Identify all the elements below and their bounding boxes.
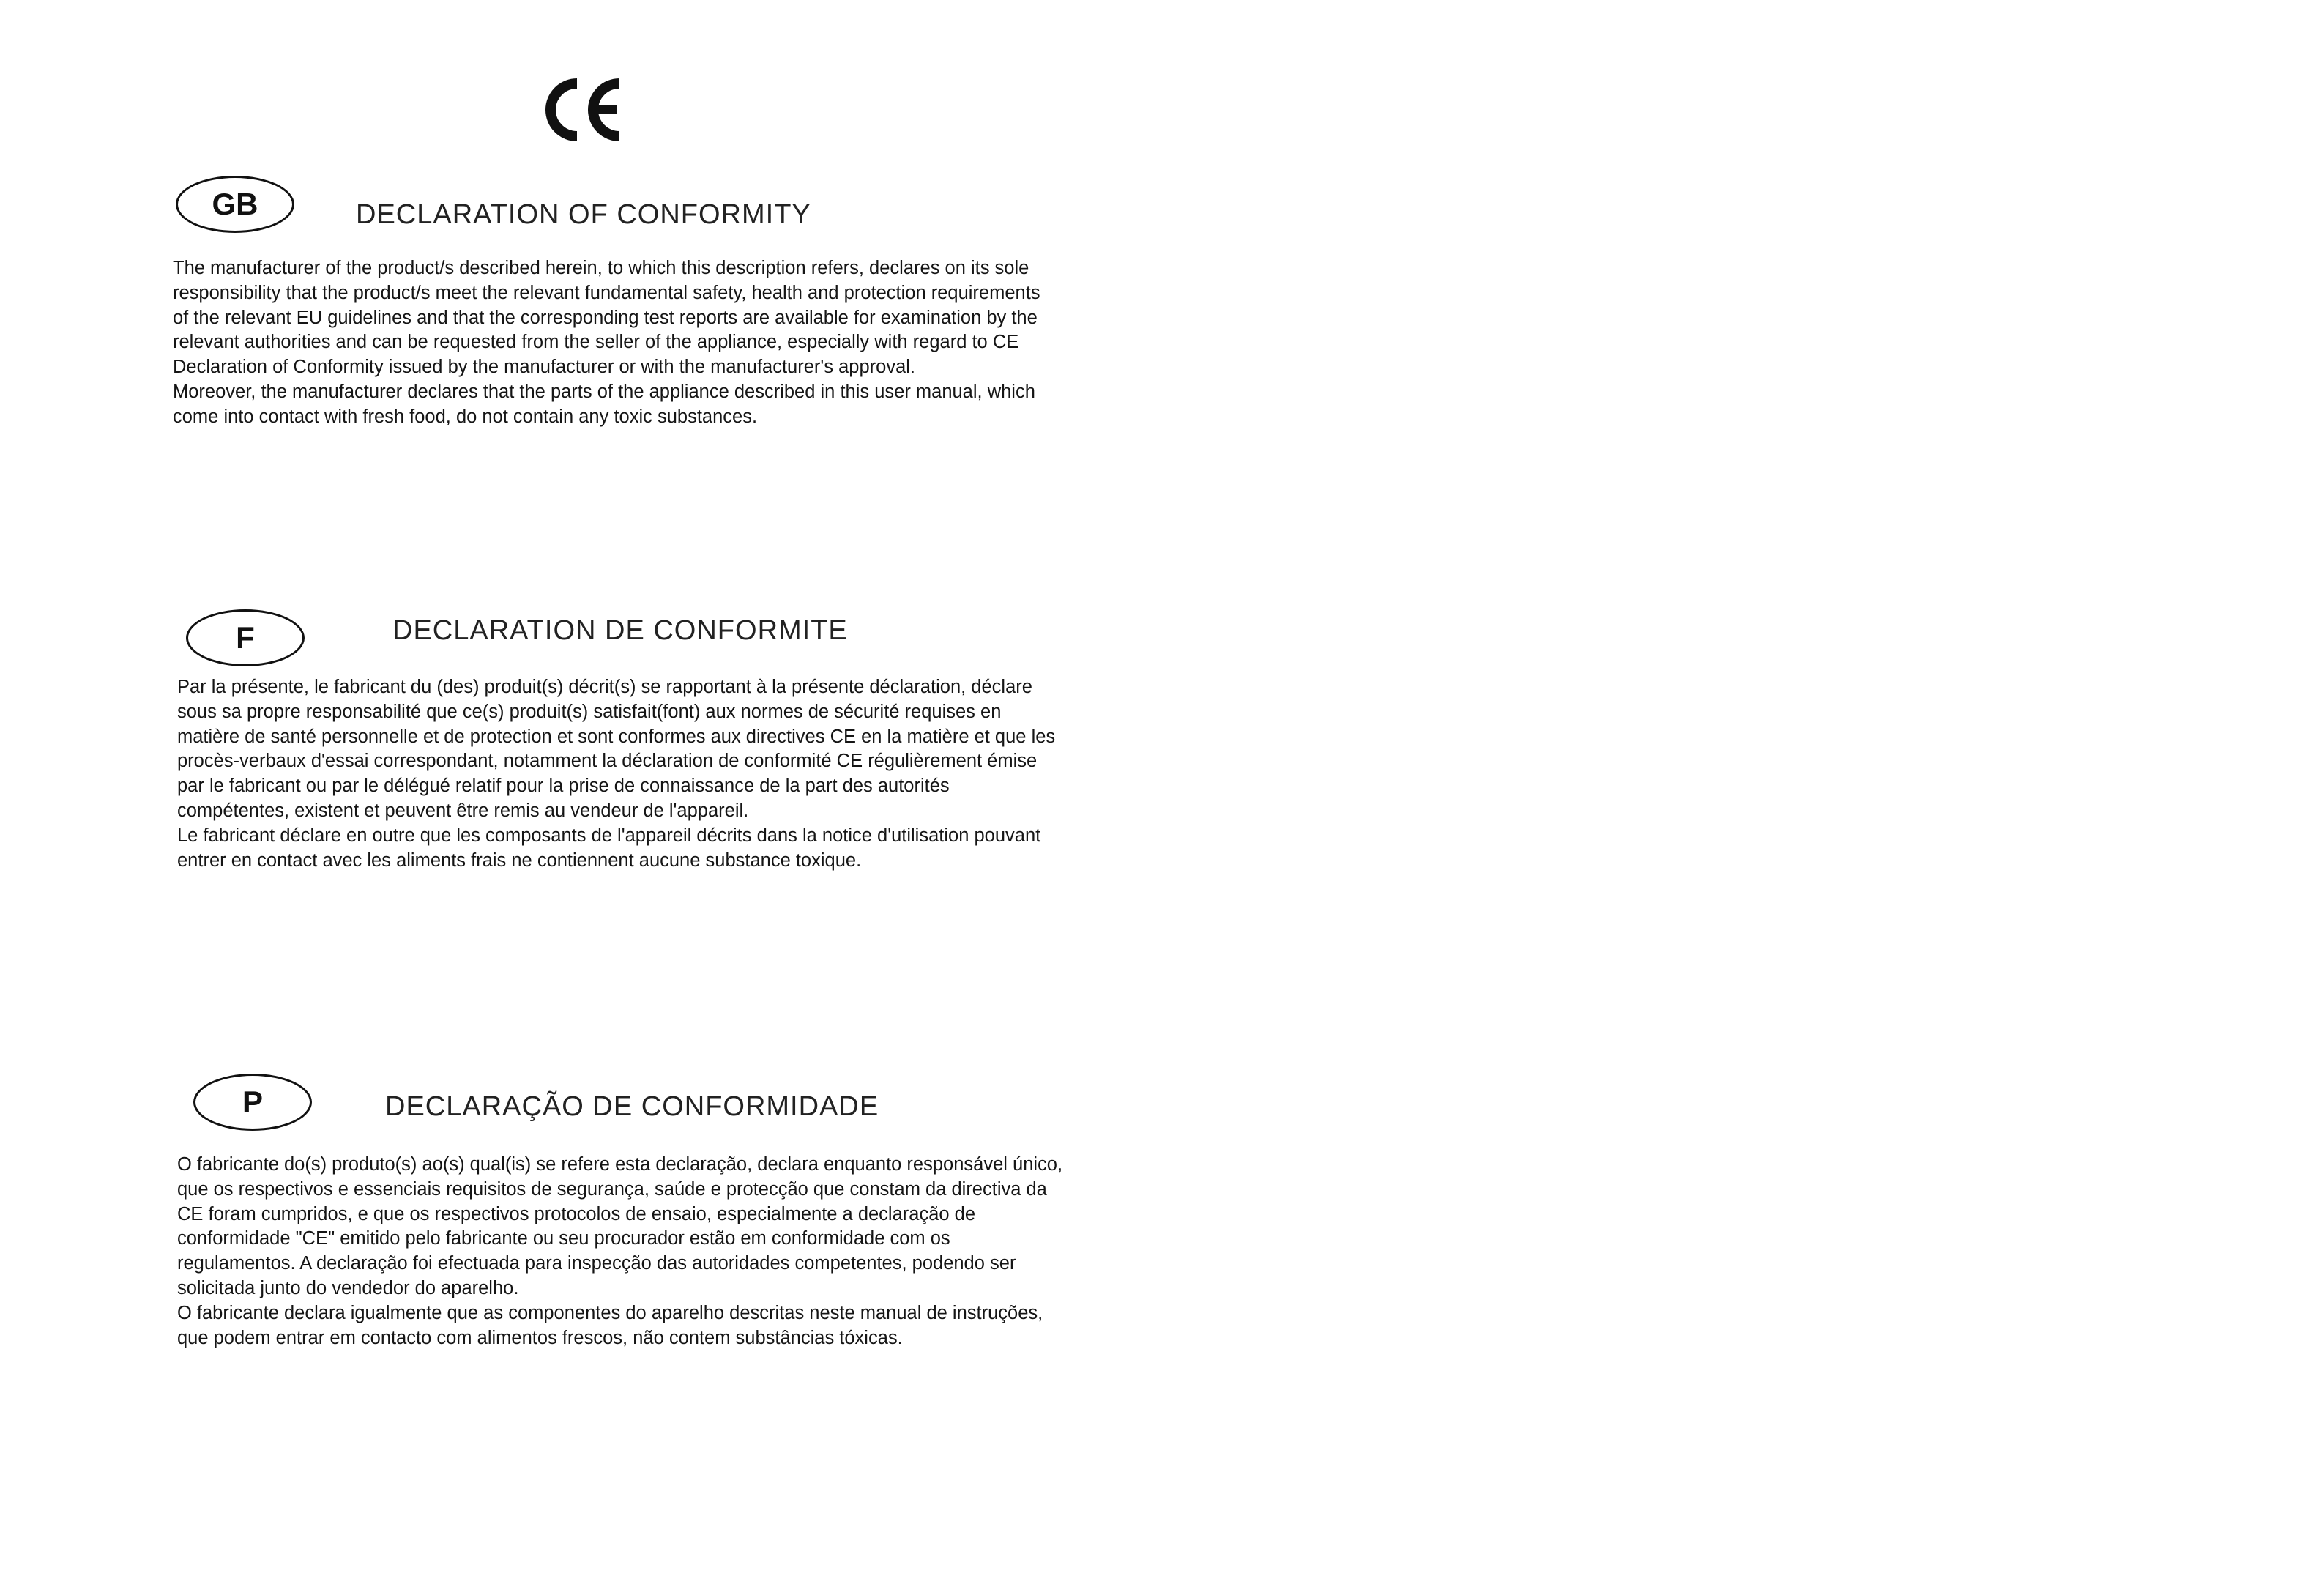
paragraph: Le fabricant déclare en outre que les composants de l'appareil décrits dans la notice d'utilisation pouvant entrer en contact avec les aliments frais ne contiennent aucune substance toxique. (177, 825, 1041, 871)
paragraph: Moreover, the manufacturer declares that the parts of the appliance described in this user manual, which come into contact with fresh food, do not contain any toxic substances. (173, 381, 1035, 427)
section-body-p (177, 1153, 1063, 1350)
paragraph: O fabricante do(s) produto(s) ao(s) qual(is) se refere esta declaração, declara enquanto responsável único, que os respectivos e essenciais requisitos de segurança, saúde e protecção que constam da directiva da CE foram cumpridos, e que os respectivos protocolos de ensaio, especialmente a declaração de conformidade "CE" emitido pelo fabricante ou seu procurador estão em conformidade com os regulamentos. A declaração foi efectuada para inspecção das autoridades competentes, podendo ser solicitada junto do vendedor do aparelho. (177, 1154, 1063, 1298)
section-title-gb: DECLARATION OF CONFORMITY (356, 199, 811, 230)
section-title-p: DECLARAÇÃO DE CONFORMIDADE (385, 1091, 879, 1122)
country-badge-f: F (186, 609, 305, 666)
section-body-gb (173, 256, 1059, 430)
section-title-f: DECLARATION DE CONFORMITE (392, 615, 848, 646)
paragraph: Par la présente, le fabricant du (des) produit(s) décrit(s) se rapportant à la présente déclaration, déclare sous sa propre responsabilité que ce(s) produit(s) satisfait(font) aux normes de sécurité requises en matière de santé personnelle et de protection et sont conformes aux directives CE en la matière et que les procès-verbaux d'essai correspondant, notamment la déclaration de conformité CE régulièrement émise par le fabricant ou par le délégué relatif pour la prise de connaissance de la part des autorités compétentes, existent et peuvent être remis au vendeur de l'appareil. (177, 677, 1056, 821)
country-badge-p: P (193, 1074, 312, 1131)
paragraph: The manufacturer of the product/s described herein, to which this description refers, declares on its sole responsibility that the product/s meet the relevant fundamental safety, health and protection requirements of the relevant EU guidelines and that the corresponding test reports are available for examination by the relevant authorities and can be requested from the seller of the appliance, especially with regard to CE Declaration of Conformity issued by the manufacturer or with the manufacturer's approval. (173, 258, 1040, 378)
paragraph: O fabricante declara igualmente que as componentes do aparelho descritas neste manual de instruções, que podem entrar em contacto com alimentos frescos, não contem substâncias tóxicas. (177, 1302, 1043, 1348)
country-badge-gb: GB (176, 176, 294, 233)
ce-conformity-mark-icon (543, 73, 625, 146)
section-body-f (177, 675, 1063, 873)
